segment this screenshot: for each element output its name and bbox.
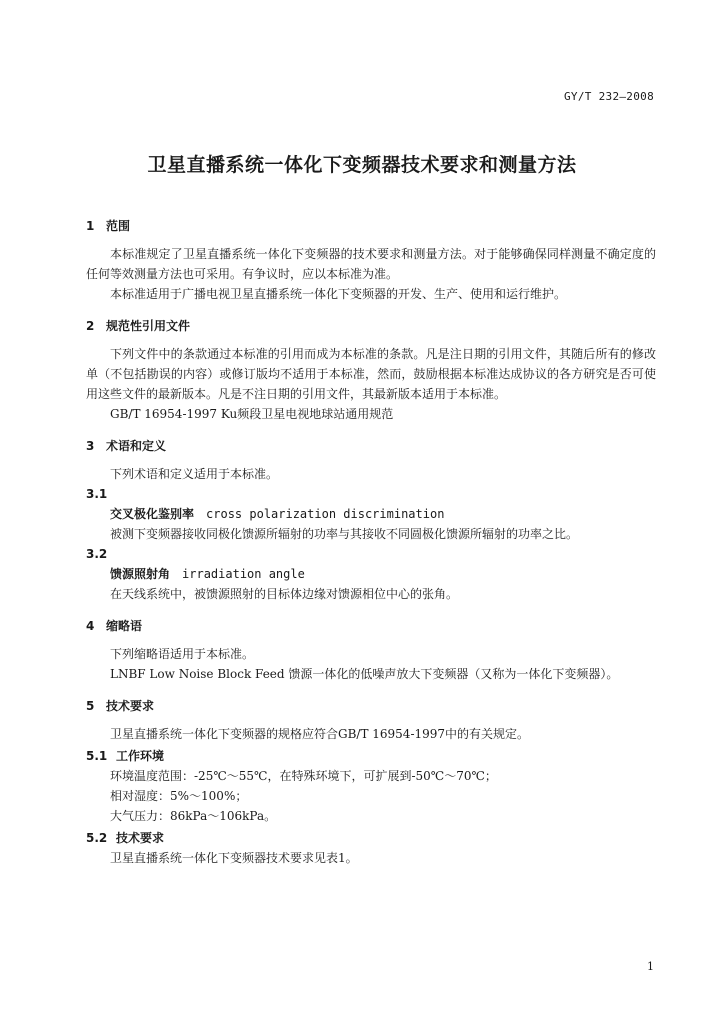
section-number: 3 xyxy=(86,439,95,453)
abbreviations-intro: 下列缩略语适用于本标准。 xyxy=(110,647,255,661)
clause-5-1-heading xyxy=(86,746,656,766)
reference-item: GB/T 16954-1997 Ku频段卫星电视地球站通用规范 xyxy=(110,407,394,421)
page-number: 1 xyxy=(647,960,654,973)
section-number: 4 xyxy=(86,619,95,633)
term-english: cross polarization discrimination xyxy=(206,507,445,521)
term-3-1-definition: 被测下变频器接收同极化馈源所辐射的功率与其接收不同圆极化馈源所辐射的功率之比。 xyxy=(110,527,579,541)
section-1-heading xyxy=(86,216,656,236)
term-chinese: 馈源照射角 xyxy=(110,567,171,581)
document-body xyxy=(86,210,656,868)
term-3-1 xyxy=(86,504,656,524)
section-number: 5 xyxy=(86,699,95,713)
references-paragraph: 下列文件中的条款通过本标准的引用而成为本标准的条款。凡是注日期的引用文件，其随后所有的修改单（不包括勘误的内容）或修订版均不适用于本标准，然而，鼓励根据本标准达成协议的各方研究是否可使用这些文件的最新版本。凡是不注日期的引用文件，其最新版本适用于本标准。 xyxy=(86,347,656,401)
section-title: 技术要求 xyxy=(106,699,155,713)
clause-number: 5.1 xyxy=(86,749,108,763)
terms-intro: 下列术语和定义适用于本标准。 xyxy=(110,467,279,481)
clause-title: 工作环境 xyxy=(116,749,165,763)
section-title: 缩略语 xyxy=(106,619,143,633)
section-title: 术语和定义 xyxy=(106,439,167,453)
environment-humidity: 相对湿度：5%～100%； xyxy=(110,789,248,803)
environment-temperature: 环境温度范围：-25℃～55℃，在特殊环境下，可扩展到-50℃～70℃； xyxy=(110,769,497,783)
section-title: 范围 xyxy=(106,219,131,233)
scope-paragraph-2: 本标准适用于广播电视卫星直播系统一体化下变频器的开发、生产、使用和运行维护。 xyxy=(110,287,567,301)
term-english: irradiation angle xyxy=(182,567,305,581)
section-5-heading xyxy=(86,696,656,716)
section-2-heading xyxy=(86,316,656,336)
clause-number: 5.2 xyxy=(86,831,108,845)
scope-paragraph-1: 本标准规定了卫星直播系统一体化下变频器的技术要求和测量方法。对于能够确保同样测量不确定度的任何等效测量方法也可采用。有争议时，应以本标准为准。 xyxy=(86,247,656,281)
section-title: 规范性引用文件 xyxy=(106,319,191,333)
document-title: 卫星直播系统一体化下变频器技术要求和测量方法 xyxy=(147,154,577,176)
section-3-heading xyxy=(86,436,656,456)
term-3-2 xyxy=(86,564,656,584)
standard-code: GY/T 232—2008 xyxy=(564,90,654,103)
abbreviation-item: LNBF Low Noise Block Feed 馈源一体化的低噪声放大下变频器（又称为一体化下变频器）。 xyxy=(110,667,619,681)
section-number: 1 xyxy=(86,219,95,233)
term-3-2-definition: 在天线系统中，被馈源照射的目标体边缘对馈源相位中心的张角。 xyxy=(110,587,459,601)
section-4-heading xyxy=(86,616,656,636)
clause-3-1-number: 3.1 xyxy=(86,487,108,501)
term-chinese: 交叉极化鉴别率 xyxy=(110,507,195,521)
tech-requirements-intro: 卫星直播系统一体化下变频器的规格应符合GB/T 16954-1997中的有关规定。 xyxy=(110,727,530,741)
environment-pressure: 大气压力：86kPa～106kPa。 xyxy=(110,809,277,823)
clause-5-2-heading xyxy=(86,828,656,848)
clause-title: 技术要求 xyxy=(116,831,165,845)
clause-3-2-number: 3.2 xyxy=(86,547,108,561)
section-number: 2 xyxy=(86,319,95,333)
tech-requirements-reference: 卫星直播系统一体化下变频器技术要求见表1。 xyxy=(110,851,358,865)
